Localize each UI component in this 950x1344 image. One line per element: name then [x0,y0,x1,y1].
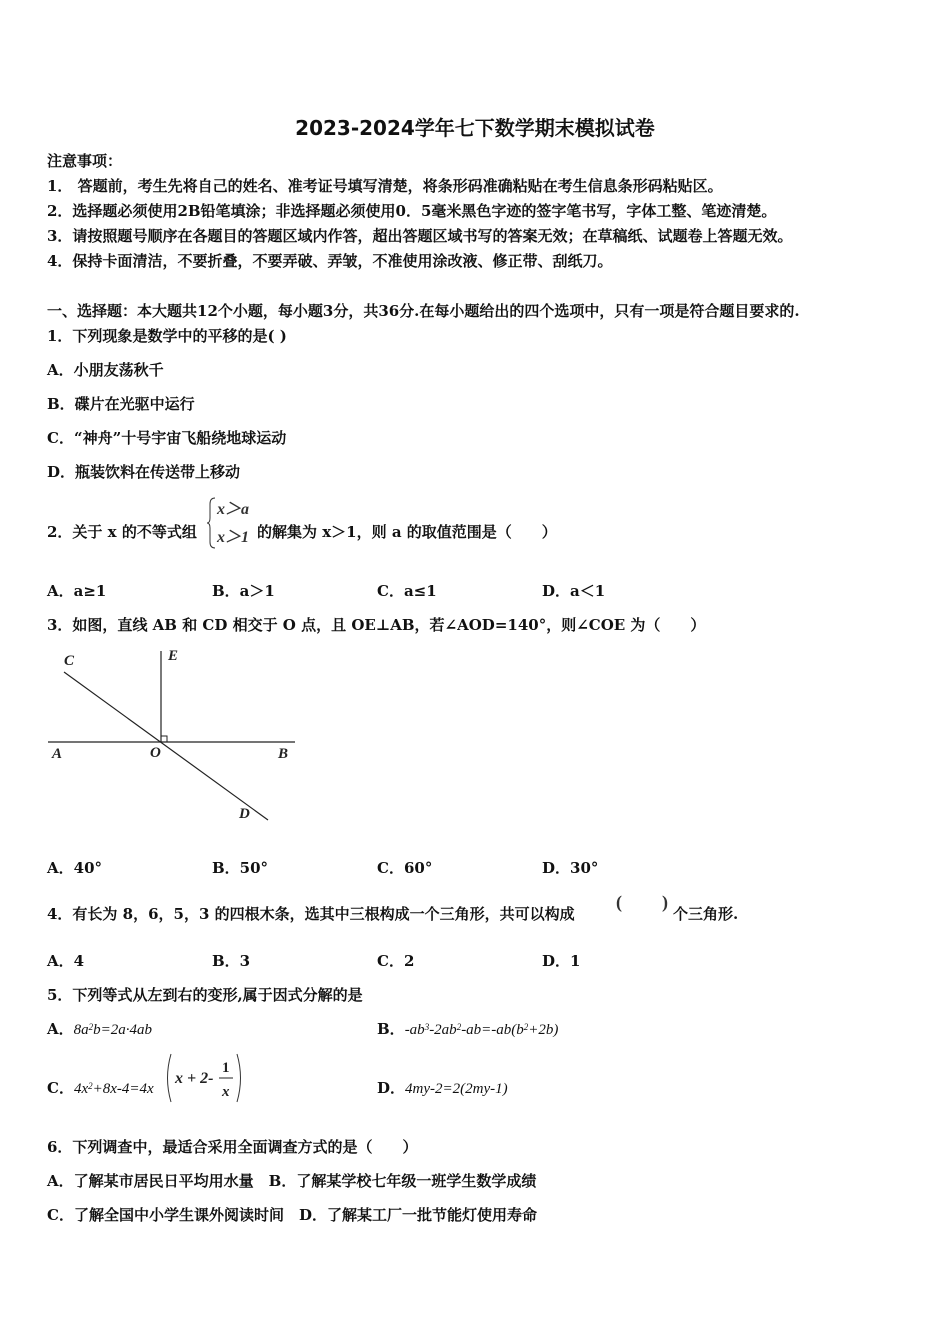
expr-part: -2ab [429,1022,457,1038]
question-6-options-row-1: A．了解某市居民日平均用水量 B．了解某学校七年级一班学生数学成绩 [47,1172,537,1190]
question-3-option-a: A．40° [47,859,103,877]
notice-item: 1． 答题前，考生先将自己的姓名、准考证号填写清楚，将条形码准确粘贴在考生信息条形码粘贴区。 [47,177,723,195]
page-title: 2023-2024学年七下数学期末模拟试卷 [295,116,655,140]
system-line-1: x＞a [217,501,250,518]
label-b: B [278,746,289,762]
question-6-stem: 6．下列调查中，最适合采用全面调查方式的是（ ） [47,1138,418,1156]
question-5-stem: 5．下列等式从左到右的变形,属于因式分解的是 [47,986,363,1004]
exponent: 2 [523,1022,529,1032]
question-4-stem-end: 个三角形. [673,905,739,923]
exponent: 2 [88,1081,93,1091]
question-3-stem: 3．如图，直线 AB 和 CD 相交于 O 点，且 OE⊥AB，若∠AOD=140°，则∠COE 为（ ） [47,616,706,634]
system-line-2: x＞1 [217,529,250,546]
expr-part: +2b) [528,1022,559,1038]
frac-lead: x + 2- [175,1070,214,1087]
question-6-options-row-2: C．了解全国中小学生课外阅读时间 D．了解某工厂一批节能灯使用寿命 [47,1206,537,1224]
expr-part: 4x [73,1081,89,1097]
question-2-option-a: A．a≥1 [47,582,107,600]
question-1-option-a: A．小朋友荡秋千 [47,361,164,379]
question-2-option-b: B．a＞1 [212,582,275,600]
notice-item: 4．保持卡面清洁，不要折叠，不要弄破、弄皱，不准使用涂改液、修正带、刮纸刀。 [47,252,613,270]
question-4-option-d: D．1 [542,952,581,970]
frac-denominator: x [222,1084,230,1100]
section-heading: 一、选择题：本大题共12个小题，每小题3分，共36分.在每小题给出的四个选项中，只有一项是符合题目要求的. [47,302,800,320]
question-3-option-c: C．60° [377,859,433,877]
question-1-option-c: C．“神舟”十号宇宙飞船绕地球运动 [47,429,287,447]
expr-part: -ab [404,1022,425,1038]
question-3-option-b: B．50° [212,859,269,877]
inequality-system [207,496,255,550]
exponent: 2 [456,1022,462,1032]
question-5-option-a [47,1019,152,1040]
question-2-option-d: D．a＜1 [542,582,606,600]
expr-part: +8x-4=4x [92,1081,154,1097]
question-5-option-d [377,1078,508,1099]
blank-parentheses [614,890,672,920]
exponent: 2 [88,1022,94,1032]
expr-part: -ab=-ab(b [461,1022,524,1038]
geometry-figure [40,645,305,830]
label-d: D [239,806,250,822]
question-1-stem: 1．下列现象是数学中的平移的是( ) [47,327,287,345]
label-o: O [150,745,161,761]
expr-part: 4my-2=2(2my-1) [405,1081,508,1097]
question-1-option-b: B．碟片在光驱中运行 [47,395,195,413]
expr-part: b=2a·4ab [93,1022,153,1038]
exponent: 3 [424,1022,430,1032]
expr-part: 8a [73,1022,89,1038]
option-label: B． [377,1020,405,1038]
label-c: C [64,653,75,669]
question-2-stem-end: 的解集为 x＞1，则 a 的取值范围是（ ） [257,523,557,541]
frac-numerator: 1 [222,1060,230,1076]
question-5-option-c [47,1078,154,1099]
question-4-stem-start: 4．有长为 8，6，5，3 的四根木条，选其中三根构成一个三角形，共可以构成 [47,905,575,923]
label-a: A [52,746,63,762]
question-3-option-d: D．30° [542,859,599,877]
question-2-stem-start: 2．关于 x 的不等式组 [47,523,197,541]
question-4-option-a: A．4 [47,952,85,970]
question-5-option-b [377,1019,558,1040]
option-label: A． [47,1020,74,1038]
question-4-option-c: C．2 [377,952,415,970]
question-1-option-d: D．瓶装饮料在传送带上移动 [47,463,241,481]
paren-left: ( [616,892,622,912]
option-label: C． [47,1079,74,1097]
notice-item: 3．请按照题号顺序在各题目的答题区域内作答，超出答题区域书写的答案无效；在草稿纸、试题卷上答题无效。 [47,227,793,245]
question-4-option-b: B．3 [212,952,251,970]
fraction-expression [163,1050,245,1106]
paren-right: ) [662,892,668,912]
label-e: E [168,648,179,664]
notice-heading: 注意事项： [47,152,123,170]
notice-item: 2．选择题必须使用2B铅笔填涂；非选择题必须使用0．5毫米黑色字迹的签字笔书写，字体工整、笔迹清楚。 [47,202,777,220]
question-2-option-c: C．a≤1 [377,582,437,600]
option-label: D． [377,1079,406,1097]
